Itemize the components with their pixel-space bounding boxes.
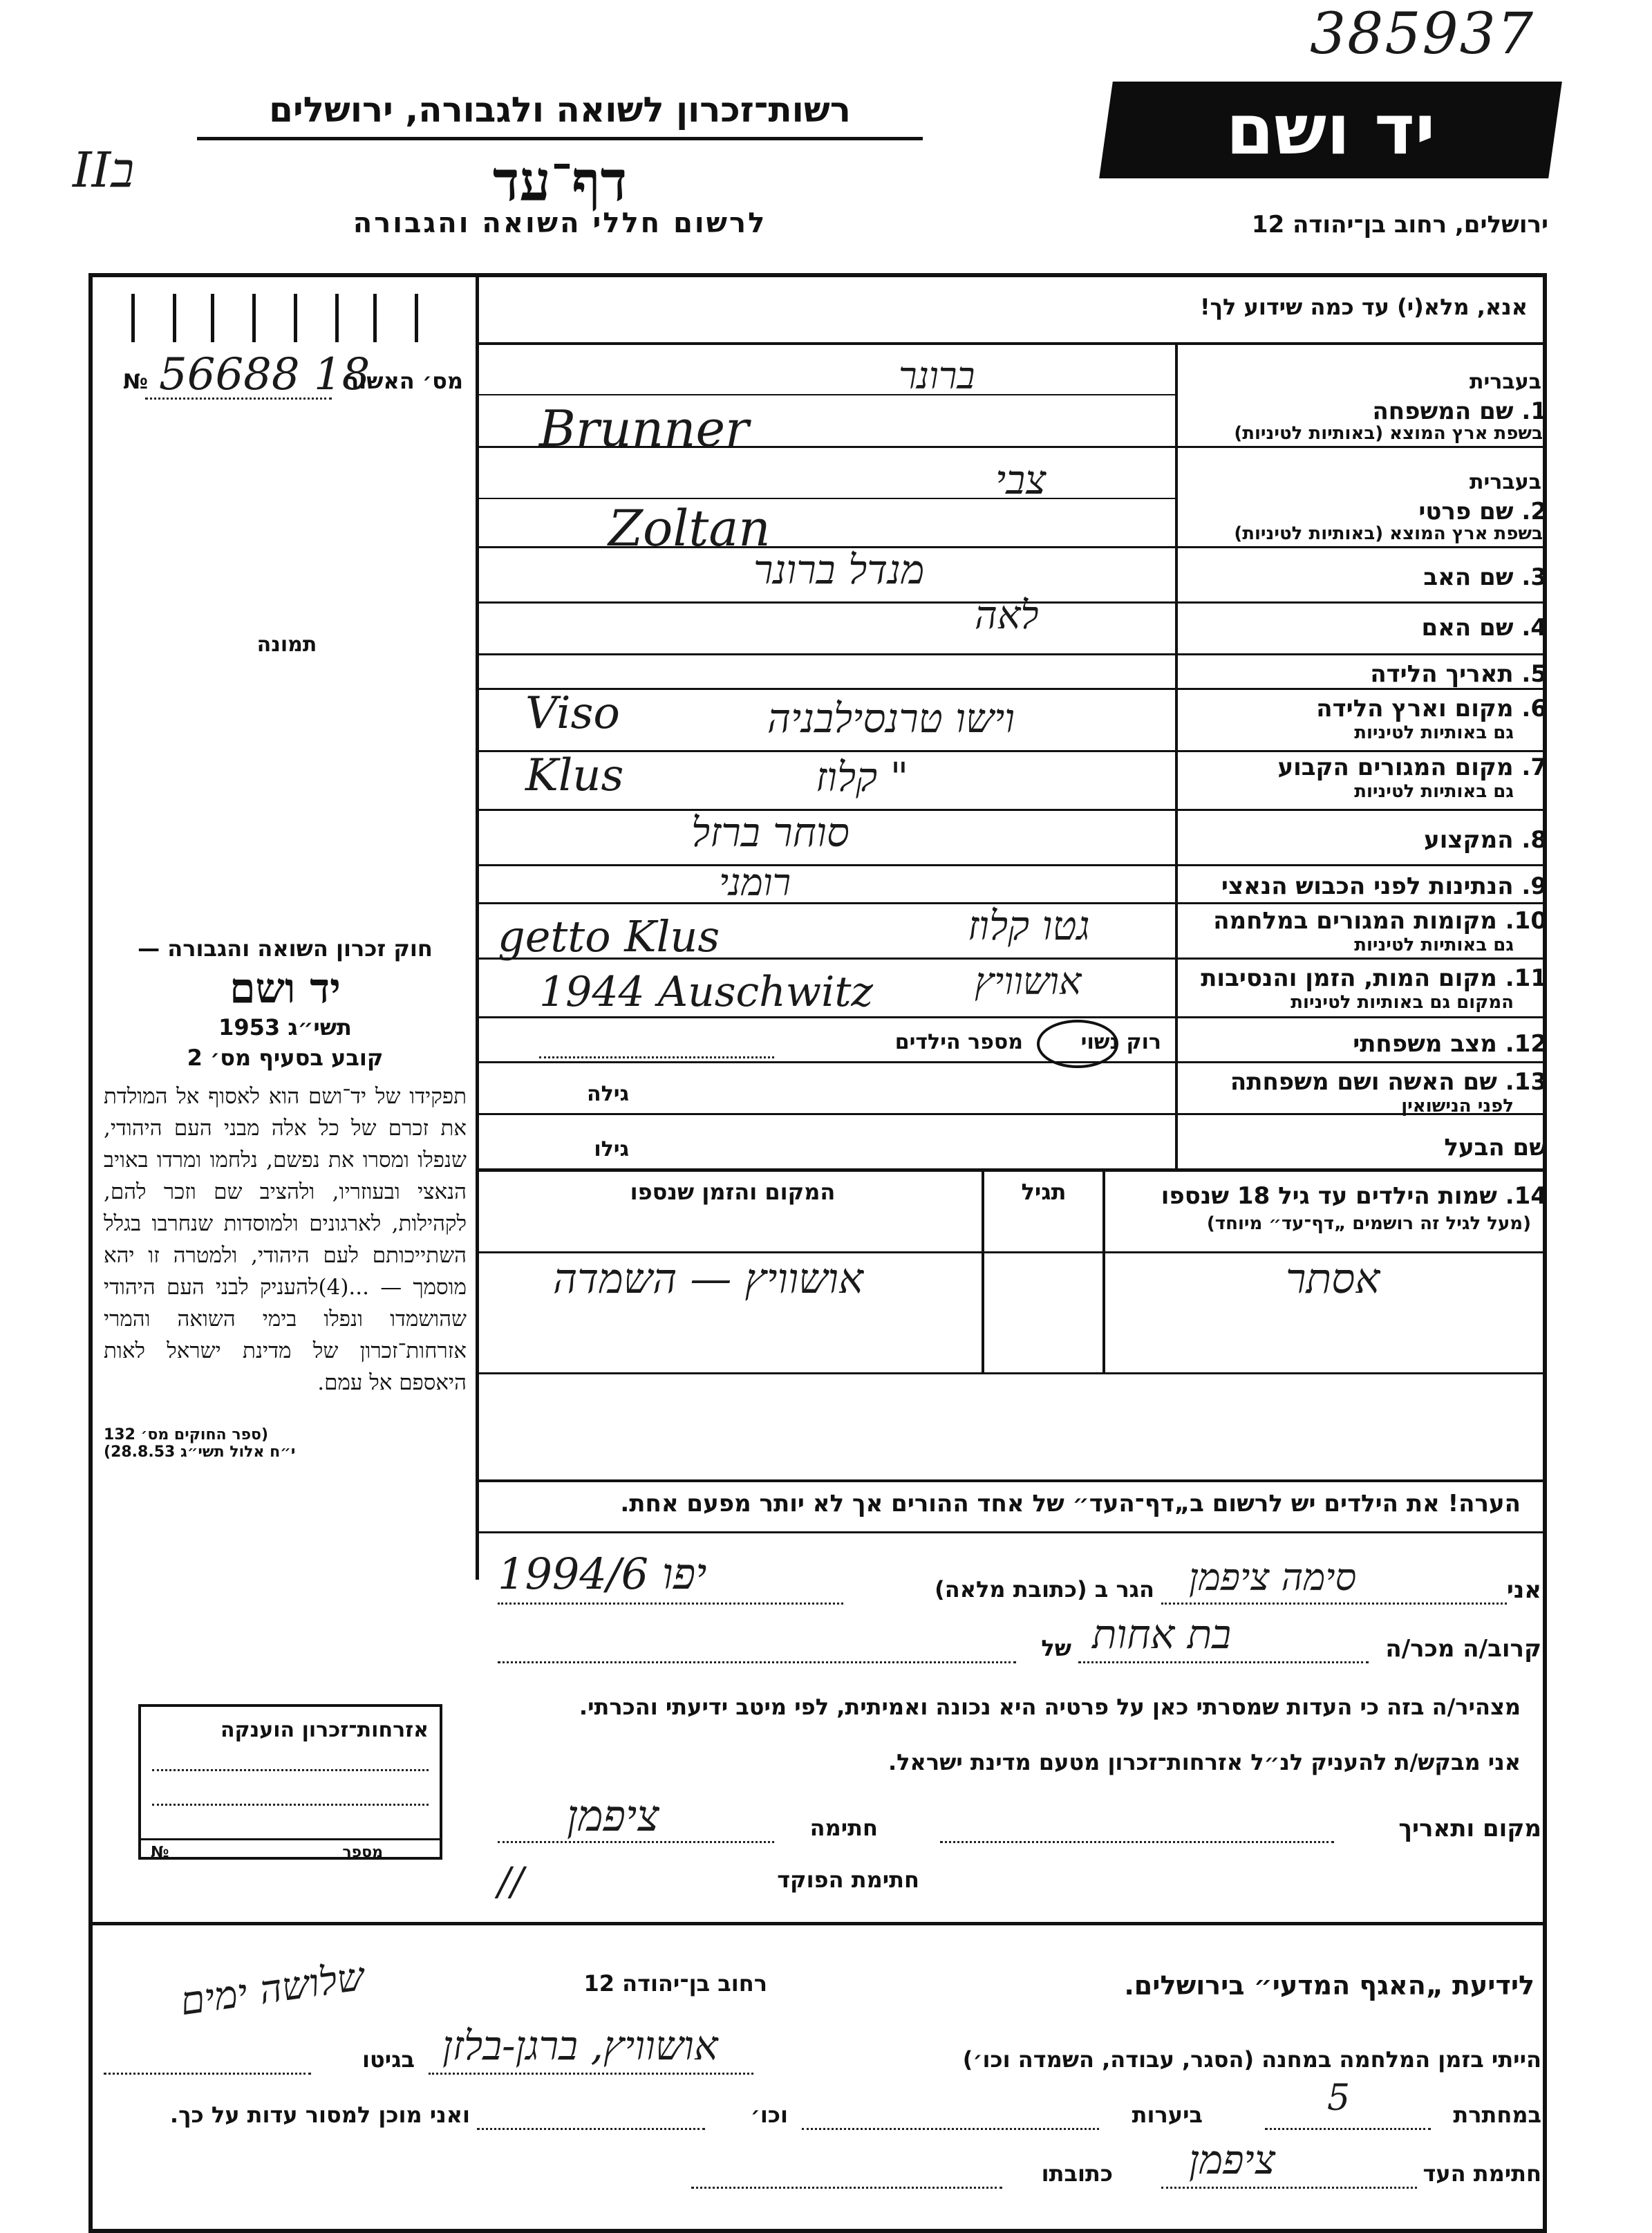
photo-label: תמונה	[256, 633, 317, 657]
law-text: תפקידו של יד־ושם הוא לאסוף אל המולדת את זכרם של כל אלה מבני העם היהודי, שנפלו ומסרו את נפשם, נלחמו ומרדו באויב הנאצי ובעוזריו, ולהציב שם וזכר להם, לקהילות, לארגונים ולמוסדות שנחרבו בגלל השתייכותם לעם היהודי, ולמטרה זו יהא מוסמך — ...(4)להעניק לבני העם היהודי שהושמדו ונפלו בימי השואה והמרי אזרחות־זכרון של מדינת ישראל לאות היאספם אל עמם.	[104, 1084, 467, 1395]
husband-age-label: גילו	[594, 1137, 629, 1161]
field-9-label	[1221, 872, 1547, 900]
husband-label: שם הבעל	[1444, 1134, 1547, 1161]
header-address: ירושלים, רחוב בן־יהודה 12	[1251, 211, 1548, 239]
field-2-value-latin[interactable]: Zoltan	[608, 499, 771, 557]
field-4-value[interactable]: לאה	[975, 593, 1039, 638]
camp-value[interactable]: אושוויץ, ברגן-בלזן	[442, 2022, 718, 2069]
archive-number: 385937	[1310, 1, 1535, 67]
partisans-label: ביערות	[1132, 2102, 1203, 2128]
field-10-label-text: מקומות המגורים במלחמה	[1213, 907, 1497, 935]
witness-sig-label: חתימת העד	[1423, 2160, 1541, 2187]
field-13-label-text: שם האשה ושם משפחתה	[1230, 1068, 1497, 1096]
field-11-sub: המקום גם באותיות לטיניות	[1290, 992, 1514, 1013]
field-13-sub: לפני הנישואין	[1401, 1096, 1514, 1116]
field-5-num: 5.	[1521, 660, 1547, 688]
yad-vashem-logo	[1099, 82, 1562, 178]
declarant-of-label: של	[1041, 1635, 1071, 1661]
field-11-value-he[interactable]: אושוויץ	[975, 960, 1082, 1003]
declaration-text: מצהיר/ה בזה כי העדות שמסרתי כאן על פרטיה היא נכונה ואמיתית, לפי מיטב ידיעתי והכרתי.	[579, 1694, 1521, 1720]
signature-label: חתימה	[809, 1815, 878, 1841]
barcode-ticks	[124, 294, 456, 342]
field-7-num: 7.	[1521, 754, 1547, 781]
form-subtitle: לרשום חללי השואה והגבורה	[353, 207, 767, 239]
declarant-signature[interactable]: ציפמן	[567, 1791, 659, 1841]
field-11-num: 11.	[1505, 964, 1547, 992]
field-10-label	[1213, 907, 1547, 935]
declarant-resides-label: הגר ב (כתובת מלאה)	[935, 1576, 1154, 1603]
field-2-sub: בשפת ארץ המוצא (באותיות לטיניות)	[1234, 523, 1543, 544]
field-13-label	[1230, 1068, 1547, 1096]
field-4-num: 4.	[1521, 614, 1547, 642]
field-11-value-latin[interactable]: 1944 Auschwitz	[539, 968, 874, 1016]
field-11-label	[1201, 964, 1547, 992]
child-1-name[interactable]: אסתר	[1286, 1255, 1380, 1303]
certificate-title: אזרחות־זכרון הוענקה	[220, 1718, 429, 1742]
children-title	[1161, 1182, 1547, 1210]
law-date: י״ח אלול תשי״ג 28.8.53)	[104, 1443, 296, 1461]
law-box	[104, 930, 467, 1552]
law-year: תשי״ג 1953	[218, 1014, 352, 1040]
law-title: חוק זכרון השואה והגבורה —	[138, 935, 433, 962]
field-4-label-text: שם האם	[1421, 614, 1514, 642]
etc-label: וכו׳	[750, 2102, 788, 2128]
law-source: (ספר החוקים מס׳ 132	[104, 1426, 269, 1443]
field-9-num: 9.	[1521, 872, 1547, 900]
certificate-number-label: מספר	[342, 1844, 383, 1861]
field-13-num: 13.	[1505, 1068, 1547, 1096]
field-8-label	[1424, 826, 1547, 854]
lower-margin-note: שלושה ימים	[177, 1954, 368, 2025]
field-12-label	[1353, 1030, 1547, 1058]
field-1-sub-he: בעברית	[1470, 370, 1541, 394]
intro-text: אנא, מלא(י) עד כמה שידוע לך!	[1199, 294, 1528, 320]
certificate-prefix: №	[151, 1844, 169, 1861]
field-5-label-text: תאריך הלידה	[1370, 660, 1514, 688]
field-1-label-text: שם המשפחה	[1372, 398, 1514, 425]
field-7-label	[1277, 754, 1547, 781]
lower-address: רחוב בן־יהודה 12	[583, 1970, 767, 1997]
field-2-label	[1418, 498, 1547, 525]
official-signature[interactable]: //	[498, 1860, 524, 1905]
declarant-relation[interactable]: בת אחות	[1092, 1611, 1232, 1658]
field-2-value-he[interactable]: צבי	[995, 456, 1046, 503]
field-6-value-he[interactable]: וישו טרנסילבניה	[767, 695, 1015, 742]
camp-label	[963, 2046, 1541, 2073]
marital-options: רוק נשוי	[1080, 1030, 1161, 1054]
field-7-label-text: מקום המגורים הקבוע	[1277, 754, 1514, 781]
field-8-value[interactable]: סוחר ברזל	[691, 809, 850, 856]
field-8-label-text: המקצוע	[1424, 826, 1514, 854]
ghetto-label: בגיטו	[362, 2046, 415, 2073]
field-10-sub: גם באותיות לטיניות	[1354, 935, 1514, 955]
field-2-num: 2.	[1521, 498, 1547, 525]
field-7-value-he[interactable]: קלוז "	[816, 754, 909, 801]
approval-number: 56688 18	[159, 349, 370, 400]
camp-label-text: הייתי בזמן המלחמה במחנה	[1261, 2046, 1541, 2073]
field-1-label	[1372, 398, 1547, 425]
field-3-num: 3.	[1521, 563, 1547, 591]
marital-circle[interactable]	[1037, 1020, 1118, 1068]
approval-prefix: №	[123, 370, 149, 394]
field-12-num: 12.	[1505, 1030, 1547, 1058]
official-signature-label: חתימת הפוקד	[777, 1867, 919, 1893]
field-7-value-latin[interactable]: Klus	[525, 750, 624, 801]
field-1-value-latin[interactable]: Brunner	[539, 400, 749, 458]
field-9-label-text: הנתינות לפני הכבוש הנאצי	[1221, 872, 1514, 900]
field-3-value[interactable]: מנדל ברונר	[753, 546, 925, 593]
ready-label: ואני מוכן למסור עדות על כך.	[169, 2102, 470, 2128]
witness-signature[interactable]: ציפמן	[1189, 2136, 1276, 2183]
children-num: 14.	[1505, 1182, 1547, 1210]
underground-label: במחתרת	[1453, 2102, 1541, 2128]
margin-mark: IIב	[73, 142, 135, 198]
declarant-address[interactable]: יפו 1994/6	[498, 1549, 707, 1599]
form-title: דף־עד	[492, 149, 628, 214]
certificate-box	[138, 1704, 442, 1860]
field-4-label	[1421, 614, 1547, 642]
field-10-value-latin[interactable]: getto Klus	[498, 911, 720, 962]
field-6-num: 6.	[1521, 695, 1547, 722]
witness-address-label: כתובתו	[1041, 2160, 1113, 2187]
children-col-age: תגיל	[1021, 1179, 1067, 1205]
authority-name: רשות־זכרון לשואה ולגבורה, ירושלים	[269, 90, 851, 130]
field-1-num: 1.	[1521, 398, 1547, 425]
camp-types: (הסגר, עבודה, השמדה וכו׳)	[962, 2046, 1255, 2073]
wife-age-label: גילה	[587, 1082, 629, 1106]
field-1-sub: בשפת ארץ המוצא (באותיות לטיניות)	[1234, 423, 1543, 444]
partisans-value[interactable]: 5	[1327, 2077, 1351, 2119]
field-2-sub-he: בעברית	[1470, 470, 1541, 494]
law-name: יד ושם	[229, 964, 341, 1013]
field-1-value-he[interactable]: ברונר	[899, 354, 975, 398]
field-9-value[interactable]: רומני	[719, 861, 791, 904]
field-10-value-he[interactable]: גטו קלוז	[968, 902, 1090, 949]
field-6-sub: גם באותיות לטיניות	[1354, 722, 1514, 743]
law-clause: קובע בסעיף מס׳ 2	[187, 1045, 384, 1071]
declarant-i-label: אני	[1506, 1576, 1541, 1604]
field-6-label-text: מקום וארץ הלידה	[1316, 695, 1514, 722]
children-title-text: שמות הילדים עד גיל 18 שנספו	[1161, 1182, 1497, 1210]
field-6-value-latin[interactable]: Viso	[525, 688, 620, 739]
field-2-label-text: שם פרטי	[1418, 498, 1514, 525]
declarant-name[interactable]: סימה ציפמן	[1189, 1555, 1357, 1599]
lower-title: לידיעת „האגף המדעי״ בירושלים.	[1124, 1970, 1534, 2001]
logo-text: יד ושם	[1226, 89, 1436, 170]
request-text: אני מבקש/ת להעניק לנ״ל אזרחות־זכרון מטעם מדינת ישראל.	[888, 1749, 1521, 1775]
field-6-label	[1316, 695, 1547, 722]
field-11-label-text: מקום המות, הזמן והנסיבות	[1201, 964, 1497, 992]
field-10-num: 10.	[1505, 907, 1547, 935]
field-7-sub: גם באותיות לטיניות	[1354, 781, 1514, 802]
field-8-num: 8.	[1521, 826, 1547, 854]
declarant-relation-label: קרוב/ה מכר/ה	[1385, 1635, 1541, 1663]
approval-label: מס׳ האשור	[345, 368, 463, 394]
remark-text: הערה! את הילדים יש לרשום ב„דף־העד״ של אחד ההורים אך לא יותר מפעם אחת.	[620, 1490, 1521, 1517]
children-col-place: המקום והזמן שנספו	[630, 1179, 836, 1205]
children-note: (מעל לגיל זה רושמים „דף־עד״ מיוחד)	[1206, 1213, 1531, 1234]
children-count-label: מספר הילדים	[894, 1030, 1023, 1054]
field-3-label	[1423, 563, 1547, 591]
field-3-label-text: שם האב	[1423, 563, 1514, 591]
place-date-label: מקום ותאריך	[1398, 1815, 1541, 1842]
field-12-label-text: מצב משפחתי	[1353, 1030, 1497, 1058]
child-1-place[interactable]: אושוויץ — השמדה	[553, 1255, 864, 1303]
field-5-label	[1370, 660, 1547, 688]
